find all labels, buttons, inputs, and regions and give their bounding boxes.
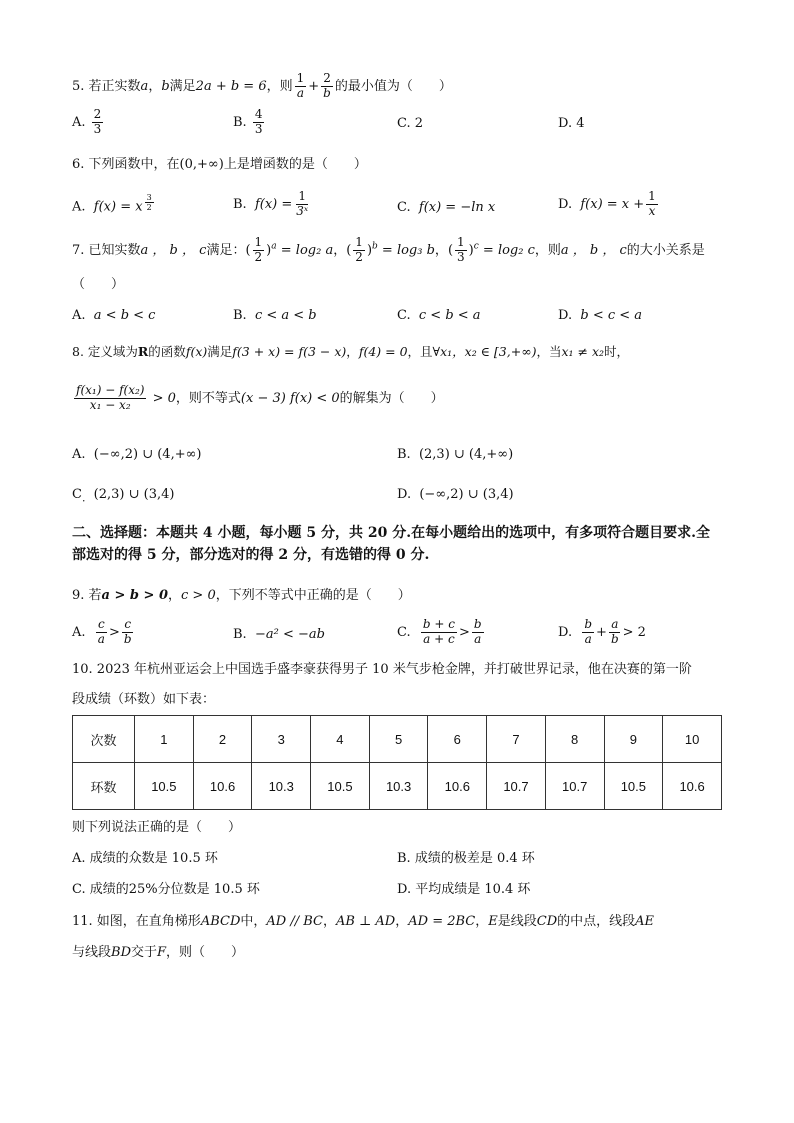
table-cell: 10.5	[135, 763, 194, 810]
table-cell: 10.6	[193, 763, 252, 810]
q11-stem-line1: 11. 如图，在直角梯形ABCD中，AD // BC，AB ⊥ AD，AD = 2BC，E是线段CD的中点，线段AE	[72, 914, 655, 929]
q5-sep: ，	[148, 78, 162, 94]
q10-option-d: D. 平均成绩是 10.4 环	[397, 882, 531, 897]
q5-text: 满足	[169, 78, 196, 94]
q5-option-c: C. 2	[397, 116, 424, 131]
q5-option-d: D. 4	[558, 116, 585, 131]
q6-option-c: C. f(x) = −ln x	[397, 200, 496, 215]
table-cell: 1	[135, 716, 194, 763]
table-cell: 7	[487, 716, 546, 763]
q6-option-a: A. f(x) = x $^{\frac{3}{2}}$	[72, 193, 152, 215]
table-cell: 10.7	[487, 763, 546, 810]
table-header-cell: 次数	[73, 716, 135, 763]
table-cell: 10.5	[311, 763, 370, 810]
q8-option-d: D. (−∞,2) ∪ (3,4)	[397, 487, 514, 502]
table-row	[73, 763, 722, 810]
q5-fraction-1: $\frac{1}{a}$	[296, 71, 305, 100]
q8-option-c: $C_.$ (2,3) ∪ (3,4)	[72, 487, 175, 505]
table-cell: 10.5	[604, 763, 663, 810]
table-cell: 10.6	[663, 763, 722, 810]
q5-condition: 2a + b = 6	[195, 78, 267, 94]
q5-option-a: A. $\frac{2}{3}$	[72, 107, 102, 136]
table-cell: 10.7	[545, 763, 604, 810]
q5-var-a: a	[140, 78, 149, 94]
q9-stem: 9. 若a > b > 0，c > 0，下列不等式中正确的是（ ）	[72, 588, 411, 603]
q10-stem-line1: 10. 2023 年杭州亚运会上中国选手盛李豪获得男子 10 米气步枪金牌，并打破世界记录，他在决赛的第一阶	[72, 662, 692, 677]
table-cell: 4	[311, 716, 370, 763]
score-table	[72, 715, 722, 810]
q9-option-a: A. $\frac{c}{a}$ > $\frac{c}{b}$	[72, 617, 132, 646]
q10-option-c: C. 成绩的25%分位数是 10.5 环	[72, 882, 260, 897]
q8-stem-line1: 8. 定义域为R的函数f(x)满足f(3 + x) = f(3 − x)，f(4) = 0，且∀x₁，x₂ ∈ [3,+∞)，当x₁ ≠ x₂时，	[72, 344, 630, 359]
q7-option-c: C. c < b < a	[397, 308, 481, 323]
q6-option-d: D. f(x) = x + $\frac{1}{x}$	[558, 189, 656, 218]
table-cell: 10.3	[252, 763, 311, 810]
q10-option-a: A. 成绩的众数是 10.5 环	[72, 851, 218, 866]
table-cell: 9	[604, 716, 663, 763]
q6-stem: 6. 下列函数中，在(0,+∞)上是增函数的是（ ）	[72, 157, 367, 172]
q11-stem-line2: 与线段BD交于F，则（ ）	[72, 945, 245, 960]
q9-option-b: B. −a² < −ab	[233, 627, 325, 642]
table-cell: 8	[545, 716, 604, 763]
q10-stem-line2: 段成绩（环数）如下表：	[72, 692, 216, 707]
table-row	[73, 716, 722, 763]
q7-option-a: A. a < b < c	[72, 308, 156, 323]
table-cell: 3	[252, 716, 311, 763]
q9-option-c: C. $\frac{b + c}{a + c}$ > $\frac{b}{a}$	[397, 617, 482, 646]
q10-prompt: 则下列说法正确的是（ ）	[72, 820, 242, 835]
q9-option-d: D. $\frac{b}{a}$ + $\frac{a}{b}$ > 2	[558, 617, 646, 646]
table-cell: 10.6	[428, 763, 487, 810]
q5-plus: +	[308, 78, 320, 94]
table-header-cell: 环数	[73, 763, 135, 810]
q6-option-b: B. f(x) = $\frac{1}{\text{3ˣ}}$	[233, 189, 309, 218]
q5-text: ，则	[266, 78, 293, 94]
q5-text: 的最小值为（ ）	[334, 78, 452, 94]
q7-stem: 7. 已知实数a ， b ， c满足：( $\frac{1}{2}$ )$^a$ = log₂ a，( $\frac{1}{2}$ )$^b$ = log₃ b，( $\frac{1}{3}$ )$^c$ = log₂ c，则a ， b ， c的大小关系是	[72, 235, 705, 264]
table-cell: 10.3	[369, 763, 428, 810]
q5-option-b: B. $\frac{4}{3}$	[233, 107, 263, 136]
q7-option-d: D. b < c < a	[558, 308, 643, 323]
q6-interval: (0,+∞)	[179, 157, 224, 172]
q5-text: 5. 若正实数	[72, 78, 141, 94]
table-cell: 6	[428, 716, 487, 763]
q7-paren: （ ）	[72, 277, 125, 292]
q8-stem-line2: $\frac{\text{f(x₁) − f(x₂)}}{\text{x₁ − x₂}}$ > 0，则不等式(x − 3) f(x) < 0的解集为（ ）	[76, 383, 444, 412]
q5-stem	[72, 72, 452, 101]
table-cell: 10	[663, 716, 722, 763]
q10-option-b: B. 成绩的极差是 0.4 环	[397, 851, 535, 866]
table-cell: 5	[369, 716, 428, 763]
section-2-heading: 二、选择题：本题共 4 小题，每小题 5 分，共 20 分.在每小题给出的选项中，有多项符合题目要求.全部选对的得 5 分，部分选对的得 2 分，有选错的得 0 分.	[72, 525, 710, 564]
q5-var-b: b	[161, 78, 170, 94]
table-cell: 2	[193, 716, 252, 763]
q5-fraction-2: $\frac{2}{b}$	[323, 71, 331, 100]
q8-option-a: A. (−∞,2) ∪ (4,+∞)	[72, 447, 202, 462]
q7-option-b: B. c < a < b	[233, 308, 317, 323]
q8-option-b: B. (2,3) ∪ (4,+∞)	[397, 447, 514, 462]
